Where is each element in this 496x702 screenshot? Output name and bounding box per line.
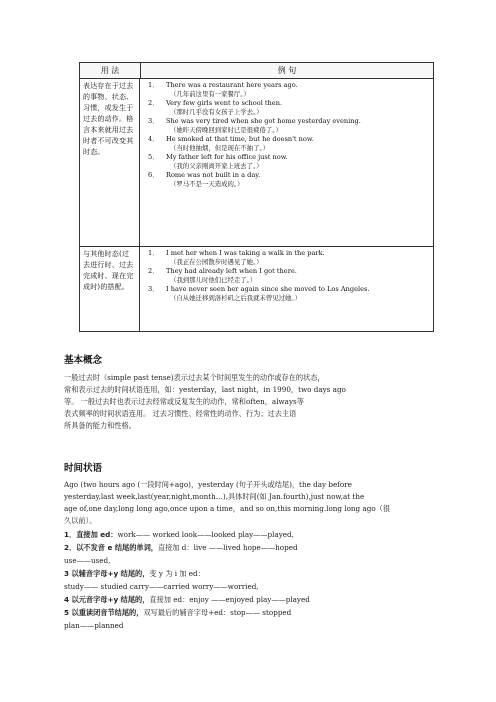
example-sentence: 6． Rome was not built in a day. xyxy=(148,171,261,179)
table-header xyxy=(80,63,433,79)
concept-line: 表式频率的时间状语连用。 过去习惯性、经常性的动作、行为；过去主语 xyxy=(64,409,297,418)
examples-cell xyxy=(140,247,433,331)
adverbials-heading: 时间状语 xyxy=(64,463,103,474)
example-translation: （我正在公园散步时遇见了她。） xyxy=(170,258,263,266)
rule-line: 3 以辅音字母+y 结尾的，变 y 为 i 加 ed： xyxy=(64,569,205,578)
rule-line: 2．以不发音 e 结尾的单词，直接加 d：live ——lived hope——hoped xyxy=(64,543,298,552)
example-translation: （她昨天傍晚回到家时已是很疲倦了。） xyxy=(170,126,282,134)
example-sentence: 5． My father left for his office just now. xyxy=(148,153,288,161)
concept-line: 常和表示过去的时间状语连用，如：yesterday，last night，in 1990，two days ago xyxy=(64,385,346,394)
example-translation: （当时他抽烟，但是现在不抽了。） xyxy=(170,144,270,152)
example-translation: （我到那儿时他们已经走了。） xyxy=(170,276,257,284)
adverbials-line: age of,one day,long long ago,once upon a time，and so on,this morning.long long ago（很 xyxy=(64,504,391,513)
concept-line: 所具备的能力和性格。 xyxy=(64,421,136,430)
usage-header: 用 法 xyxy=(80,63,141,78)
concept-heading: 基本概念 xyxy=(64,355,103,366)
rule-line: use——used, xyxy=(64,556,111,565)
rule-line: plan——planned xyxy=(64,621,124,630)
adverbials-line: 久以前）。 xyxy=(64,516,97,525)
example-translation: （自从她迁移到洛杉矶之后我就未曾见过她。） xyxy=(170,294,302,302)
concept-line: 一般过去时（simple past tense)表示过去某个时间里发生的动作或存在的状态， xyxy=(64,373,325,382)
examples-cell xyxy=(140,79,433,246)
table-row xyxy=(80,247,433,331)
usage-cell: 与其他时态(过去进行时、过去完成时、现在完成时)的搭配。 xyxy=(80,247,140,331)
example-translation: （几年前这里有一家餐厅。） xyxy=(170,90,250,98)
example-sentence: 1． There was a restaurant here years ago. xyxy=(148,81,298,89)
example-sentence: 2． Very few girls went to school then. xyxy=(148,99,283,107)
example-sentence: 3． She was very tired when she got home yesterday evening. xyxy=(148,117,361,125)
table-row xyxy=(80,79,433,247)
adverbials-paragraph xyxy=(64,479,436,527)
rule-line: study—— studied carry——carried worry——worried, xyxy=(64,582,259,591)
adverbials-line: Ago (two hours ago (一段时间+ago)，yesterday (句子开头或结尾)，the day before xyxy=(64,480,352,489)
example-sentence: 2． They had already left when I got there. xyxy=(148,267,297,275)
example-sentence: 4． He smoked at that time, but he doesn't now. xyxy=(148,135,314,143)
example-sentence: 1． I met her when I was taking a walk in the park. xyxy=(148,249,325,257)
usage-table xyxy=(79,62,434,332)
concept-paragraph xyxy=(64,372,436,432)
usage-cell: 表达存在于过去的事物、状态、习惯，或发生于过去的动作。格言本来就用过去时者不可改变其时态。 xyxy=(80,79,140,246)
example-translation: （罗马不是一天造成的。） xyxy=(170,180,244,188)
adverbials-line: yesterday,last week,last(year,night,month…),具体时间(如 Jan.fourth),just now,at the xyxy=(64,492,365,501)
rule-line: 5 以重读闭音节结尾的，双写最后的辅音字母+ed：stop—— stopped xyxy=(64,608,292,617)
example-sentence: 3． I have never seen her again since she moved to Los Angeles. xyxy=(148,285,370,293)
rule-line: 4 以元音字母+y 结尾的，直接加 ed：enjoy ——enjoyed play——played xyxy=(64,595,310,604)
example-translation: （我的父亲刚离开家上班去了。） xyxy=(170,162,263,170)
concept-line: 等。 一般过去时也表示过去经常或反复发生的动作，常和often，always等 xyxy=(64,397,304,406)
example-header: 例 句 xyxy=(277,66,297,75)
example-translation: （那时几乎没有女孩子上学去。） xyxy=(170,108,263,116)
rule-line: 1．直接加 ed：work—— worked look——looked play——played, xyxy=(64,530,294,539)
